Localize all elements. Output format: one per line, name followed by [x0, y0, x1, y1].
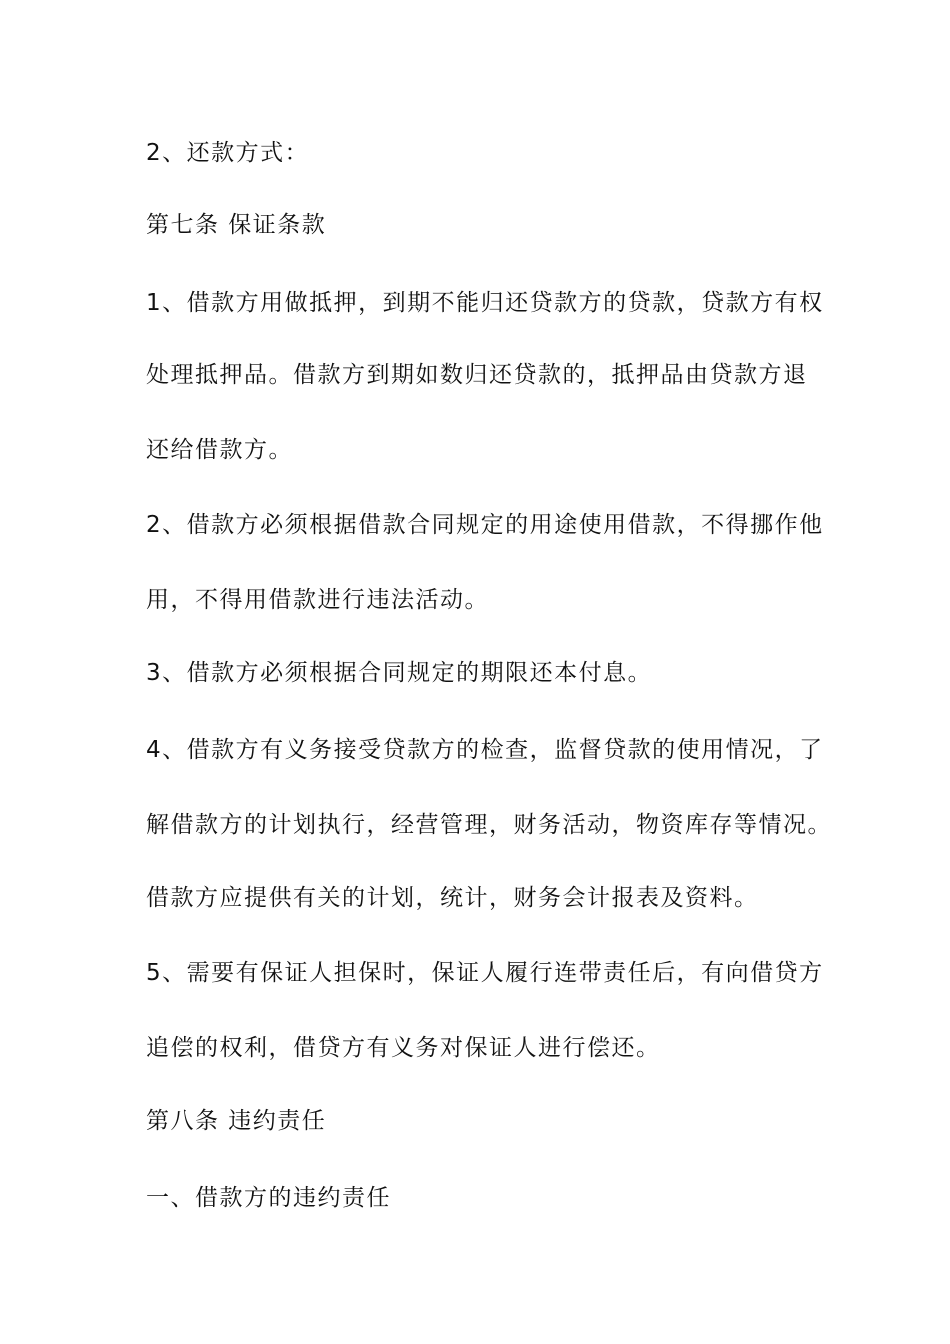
section-heading-article-8: 第八条 违约责任 [146, 1108, 327, 1134]
text-line: 1、借款方用做抵押，到期不能归还贷款方的贷款，贷款方有权 [146, 290, 824, 316]
section-heading-article-7: 第七条 保证条款 [146, 212, 327, 238]
text-line: 3、借款方必须根据合同规定的期限还本付息。 [146, 660, 653, 686]
text-line: 用，不得用借款进行违法活动。 [146, 587, 489, 613]
text-line: 4、借款方有义务接受贷款方的检查，监督贷款的使用情况，了 [146, 737, 824, 763]
text-line: 解借款方的计划执行，经营管理，财务活动，物资库存等情况。 [146, 812, 832, 838]
text-line: 还给借款方。 [146, 437, 293, 463]
text-line: 处理抵押品。借款方到期如数归还贷款的，抵押品由贷款方退 [146, 362, 808, 388]
subsection-heading: 一、借款方的违约责任 [146, 1185, 391, 1211]
text-line: 借款方应提供有关的计划，统计，财务会计报表及资料。 [146, 885, 759, 911]
text-line: 追偿的权利，借贷方有义务对保证人进行偿还。 [146, 1035, 661, 1061]
text-line-repayment-method: 2、还款方式： [146, 140, 310, 166]
text-line: 5、需要有保证人担保时，保证人履行连带责任后，有向借贷方 [146, 960, 824, 986]
text-line: 2、借款方必须根据借款合同规定的用途使用借款，不得挪作他 [146, 512, 824, 538]
